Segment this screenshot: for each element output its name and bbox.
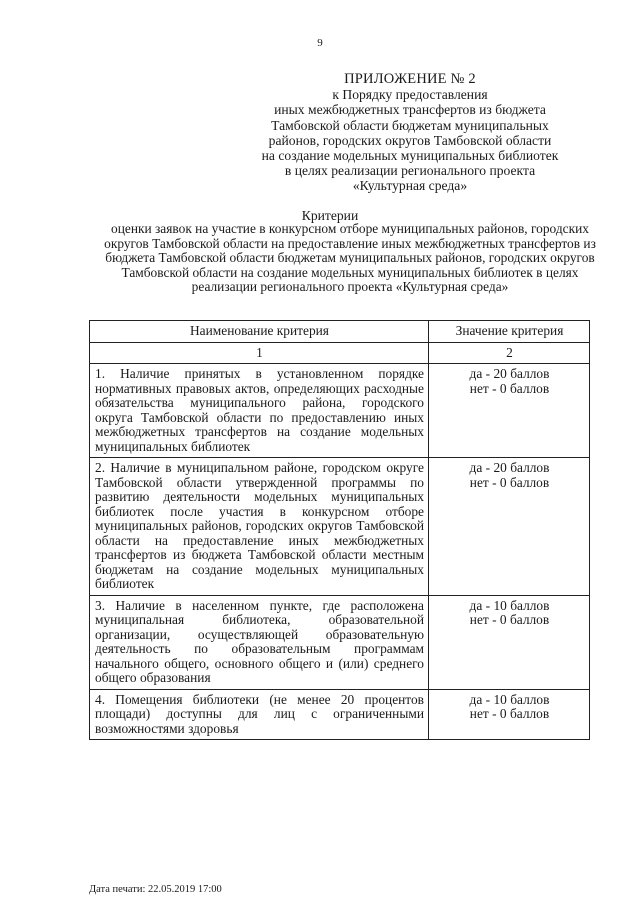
column-number: 2 [429, 342, 590, 364]
header-criterion-name: Наименование критерия [90, 321, 429, 343]
criterion-name: 2. Наличие в муниципальном районе, городском округе Тамбовской области утвержденной программы по развитию деятельности модельных муниципальных библиотек после участия в конкурсном отборе муниципальных районов, городских округов Тамбовской области на предоставление иных межбюджетных трансфертов из бюджета Тамбовской области местным бюджетам на создание модельных муниципальных библиотек [90, 458, 429, 596]
criterion-name: 3. Наличие в населенном пункте, где расположена муниципальная библиотека, образовательной организации, осуществляющей образовательную деятельность по образовательным программам начального общего, основного общего и (или) среднего общего образования [90, 595, 429, 689]
table-header-row [90, 321, 590, 343]
appendix-line: иных межбюджетных трансфертов из бюджета [274, 102, 546, 118]
criterion-value [429, 364, 590, 458]
value-no: нет - 0 баллов [469, 380, 550, 396]
criterion-value [429, 689, 590, 740]
appendix-line: «Культурная среда» [352, 178, 468, 194]
value-yes: да - 20 баллов [469, 460, 550, 475]
page-number: 9 [317, 37, 323, 49]
table-row [90, 458, 590, 596]
value-no: нет - 0 баллов [469, 474, 550, 490]
value-yes: да - 10 баллов [469, 597, 550, 613]
value-no: нет - 0 баллов [469, 706, 550, 721]
criterion-value [429, 595, 590, 689]
criteria-subtitle: оценки заявок на участие в конкурсном отборе муниципальных районов, городских округов Тамбовской области на предоставление иных межбюджетных трансфертов из бюджета Тамбовской области бюджетам муниципальных районов, городских округов Тамбовской области на создание модельных муниципальных библиотек в целях реализации регионального проекта «Культурная среда» [104, 221, 596, 295]
value-yes: да - 10 баллов [469, 691, 550, 707]
appendix-line: в целях реализации регионального проекта [284, 163, 536, 179]
column-number-row [90, 342, 590, 364]
appendix-line: на создание модельных муниципальных библиотек [261, 148, 559, 164]
criterion-value [429, 458, 590, 596]
appendix-title: ПРИЛОЖЕНИЕ № 2 [344, 71, 476, 87]
value-no: нет - 0 баллов [469, 612, 550, 627]
criterion-name: 1. Наличие принятых в установленном порядке нормативных правовых актов, определяющих расходные обязательства муниципального района, городского округа Тамбовской области по предоставлению иных межбюджетных трансфертов на создание модельных муниципальных библиотек [90, 364, 429, 458]
value-yes: да - 20 баллов [469, 366, 550, 381]
header-criterion-value: Значение критерия [429, 321, 590, 343]
appendix-line: к Порядку предоставления [332, 87, 488, 103]
appendix-line: Тамбовской области бюджетам муниципальных [271, 117, 549, 133]
table-row [90, 364, 590, 458]
appendix-block [250, 72, 570, 194]
criteria-title: Критерии [301, 208, 359, 223]
table-row [90, 689, 590, 740]
criteria-table [89, 320, 590, 740]
print-date-footer: Дата печати: 22.05.2019 17:00 [89, 884, 222, 895]
table-row [90, 595, 590, 689]
column-number: 1 [90, 342, 429, 364]
appendix-line: районов, городских округов Тамбовской области [268, 132, 552, 148]
criterion-name: 4. Помещения библиотеки (не менее 20 процентов площади) доступны для лиц с ограниченными возможностями здоровья [90, 689, 429, 740]
